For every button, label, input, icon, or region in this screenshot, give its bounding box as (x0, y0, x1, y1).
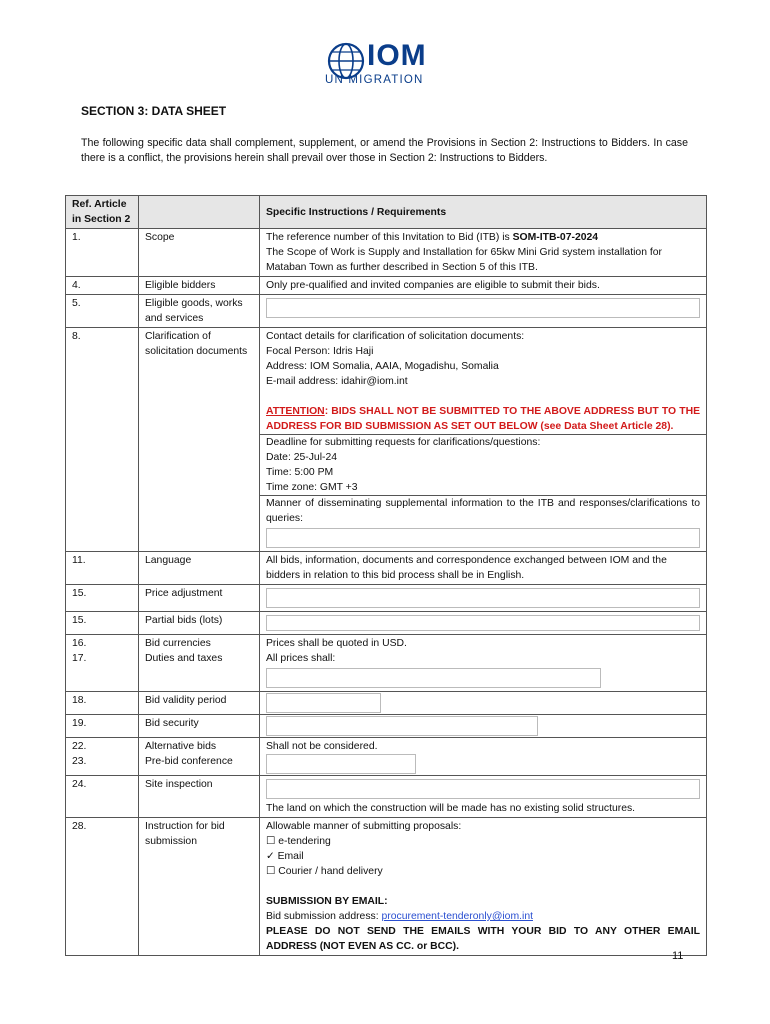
row-partial-bids (66, 612, 707, 635)
requirement-cell (260, 635, 707, 692)
duties-field[interactable] (266, 668, 601, 688)
label-cell: Eligible bidders (139, 277, 260, 295)
currency-text: Prices shall be quoted in USD. (266, 638, 407, 649)
requirement-cell (260, 776, 707, 818)
price-adjustment-field[interactable] (266, 588, 700, 608)
requirement-cell (260, 612, 707, 635)
label-cell: Bid security (139, 715, 260, 738)
ref-cell: 4. (66, 277, 139, 295)
contact-address: Address: IOM Somalia, AAIA, Mogadishu, Somalia (266, 361, 499, 372)
email-heading: SUBMISSION BY EMAIL: (266, 896, 388, 907)
duties-text: All prices shall: (266, 653, 336, 664)
label-cell: Clarification of solicitation documents (139, 328, 260, 552)
row-eligible-goods (66, 295, 707, 328)
ref-cell: 19. (66, 715, 139, 738)
data-sheet-table (65, 195, 707, 956)
focal-person: Focal Person: Idris Haji (266, 346, 374, 357)
label-cell: Scope (139, 229, 260, 277)
manner-text: Manner of disseminating supplemental information to the ITB and responses/clarifications to queries: (266, 498, 700, 524)
row-submission (66, 818, 707, 956)
ref-cell: 28. (66, 818, 139, 956)
label-cell: Language (139, 552, 260, 585)
eligible-goods-field[interactable] (266, 298, 700, 318)
deadline-time: Time: 5:00 PM (266, 467, 334, 478)
email-warning: PLEASE DO NOT SEND THE EMAILS WITH YOUR BID TO ANY OTHER EMAIL ADDRESS (NOT EVEN AS CC. or BCC). (266, 926, 700, 952)
ref-cell: 5. (66, 295, 139, 328)
label-cell: Site inspection (139, 776, 260, 818)
row-clarification (66, 328, 707, 552)
header-ref-article: Ref. Article in Section 2 (66, 196, 139, 229)
submission-manner: Allowable manner of submitting proposals: (266, 821, 462, 832)
label-cell: Instruction for bid submission (139, 818, 260, 956)
label-cell: Bid currencies Duties and taxes (139, 635, 260, 692)
row-site-inspection (66, 776, 707, 818)
option-email[interactable]: ✓ Email (266, 851, 304, 862)
section-title: SECTION 3: DATA SHEET (81, 104, 227, 118)
table-header-row (66, 196, 707, 229)
label-cell: Price adjustment (139, 585, 260, 612)
alternative-text: Shall not be considered. (266, 741, 378, 752)
ref-cell: 15. (66, 612, 139, 635)
submission-email-link[interactable]: procurement-tenderonly@iom.int (381, 911, 533, 922)
site-inspection-field[interactable] (266, 779, 700, 799)
requirement-cell (260, 585, 707, 612)
manner-field[interactable] (266, 528, 700, 548)
ref-cell: 11. (66, 552, 139, 585)
option-courier[interactable]: ☐ Courier / hand delivery (266, 866, 383, 877)
requirement-cell: Only pre-qualified and invited companies are eligible to submit their bids. (260, 277, 707, 295)
bid-validity-field[interactable] (266, 693, 381, 713)
row-scope (66, 229, 707, 277)
logo-tagline: UN MIGRATION (325, 74, 424, 86)
row-price-adjustment (66, 585, 707, 612)
contact-email: E-mail address: idahir@iom.int (266, 376, 408, 387)
requirement-cell (260, 818, 707, 956)
bid-security-field[interactable] (266, 716, 538, 736)
contact-heading: Contact details for clarification of solicitation documents: (266, 331, 525, 342)
header-blank (139, 196, 260, 229)
attention-notice: ATTENTION: BIDS SHALL NOT BE SUBMITTED TO THE ABOVE ADDRESS BUT TO THE ADDRESS FOR BID SUBMISSION AS SET OUT BELOW (see Data Sheet Article 28). (266, 406, 700, 432)
header-requirements: Specific Instructions / Requirements (260, 196, 707, 229)
site-text: The land on which the construction will be made has no existing solid structures. (266, 803, 636, 814)
ref-cell: 8. (66, 328, 139, 552)
intro-paragraph: The following specific data shall complement, supplement, or amend the Provisions in Section 2: Instructions to Bidders. In case there is a conflict, the provisions herein shall prevail over those in Section 2: Instructions to Bidders. (81, 137, 688, 164)
row-alternative-bids (66, 738, 707, 776)
row-bid-validity (66, 692, 707, 715)
row-eligible-bidders (66, 277, 707, 295)
itb-reference: SOM-ITB-07-2024 (512, 232, 599, 243)
deadline-heading: Deadline for submitting requests for clarifications/questions: (266, 437, 541, 448)
deadline-timezone: Time zone: GMT +3 (266, 482, 358, 493)
ref-cell: 1. (66, 229, 139, 277)
prebid-field[interactable] (266, 754, 416, 774)
deadline-date: Date: 25-Jul-24 (266, 452, 338, 463)
requirement-cell (260, 295, 707, 328)
ref-cell: 18. (66, 692, 139, 715)
ref-cell: 16. 17. (66, 635, 139, 692)
iom-logo (325, 40, 447, 88)
row-bid-security (66, 715, 707, 738)
ref-cell: 15. (66, 585, 139, 612)
ref-cell: 22. 23. (66, 738, 139, 776)
row-language (66, 552, 707, 585)
option-e-tendering[interactable]: ☐ e-tendering (266, 836, 331, 847)
page-number: 11 (672, 950, 684, 962)
label-cell: Eligible goods, works and services (139, 295, 260, 328)
label-cell: Alternative bids Pre-bid conference (139, 738, 260, 776)
label-cell: Bid validity period (139, 692, 260, 715)
requirement-cell (260, 715, 707, 738)
requirement-cell: The reference number of this Invitation to Bid (ITB) is SOM-ITB-07-2024 The Scope of Work is Supply and Installation for 65kw Mini Grid system installation for Mataban Town as further described in Section 5 of this ITB. (260, 229, 707, 277)
logo-brand: IOM (367, 39, 427, 72)
requirement-cell (260, 328, 707, 552)
label-cell: Partial bids (lots) (139, 612, 260, 635)
requirement-cell: All bids, information, documents and correspondence exchanged between IOM and the bidders in relation to this bid process shall be in English. (260, 552, 707, 585)
submission-address: Bid submission address: procurement-tenderonly@iom.int (266, 911, 533, 922)
row-bid-currencies (66, 635, 707, 692)
requirement-cell (260, 738, 707, 776)
partial-bids-field[interactable] (266, 615, 700, 631)
requirement-cell (260, 692, 707, 715)
ref-cell: 24. (66, 776, 139, 818)
